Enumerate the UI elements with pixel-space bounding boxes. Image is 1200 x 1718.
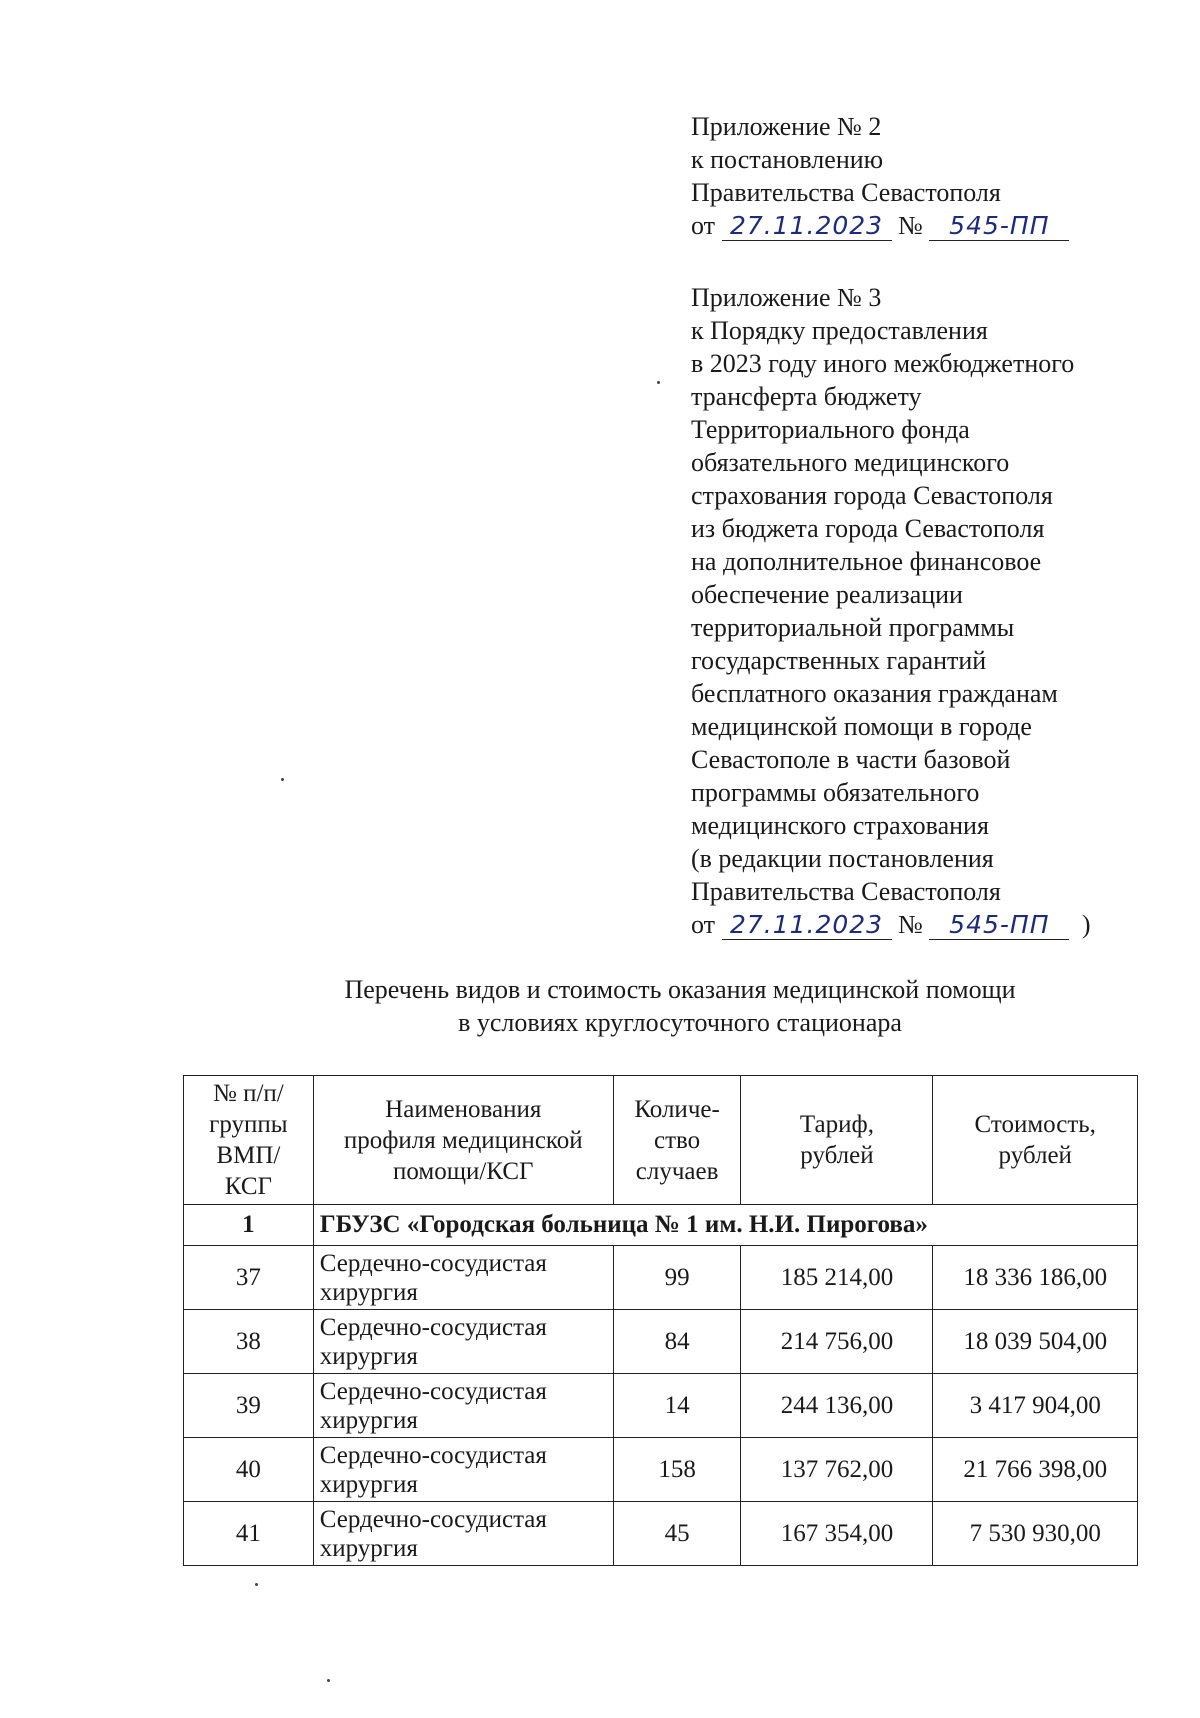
table-row bbox=[184, 1246, 1138, 1310]
title-line-2: в условиях круглосуточного стационара bbox=[458, 1008, 902, 1037]
annex-3-line: страхования города Севастополя bbox=[691, 481, 1053, 510]
annex-2-header bbox=[691, 110, 1161, 242]
group-number-cell: 40 bbox=[184, 1438, 314, 1502]
header-text-line: помощи/КСГ bbox=[393, 1157, 534, 1185]
annex-3-line: Приложение № 3 bbox=[691, 283, 882, 312]
title-line-1: Перечень видов и стоимость оказания медицинской помощи bbox=[344, 975, 1016, 1004]
group-number-cell: 41 bbox=[184, 1502, 314, 1566]
annex-2-line: Приложение № 2 bbox=[691, 112, 882, 141]
profile-name-cell: Сердечно-сосудистая хирургия bbox=[313, 1310, 613, 1374]
case-count-cell: 99 bbox=[613, 1246, 741, 1310]
table-row bbox=[184, 1502, 1138, 1566]
group-number-cell: 37 bbox=[184, 1246, 314, 1310]
header-text-line: Стоимость, bbox=[974, 1111, 1096, 1138]
annex-3-line: трансферта бюджету bbox=[691, 382, 922, 411]
cost-cell: 18 336 186,00 bbox=[933, 1246, 1138, 1310]
tariff-cell: 137 762,00 bbox=[741, 1438, 933, 1502]
header-text-line: профиля медицинской bbox=[343, 1126, 583, 1154]
date-prefix: от bbox=[691, 211, 716, 240]
tariff-cell: 167 354,00 bbox=[741, 1502, 933, 1566]
organization-number: 1 bbox=[184, 1205, 314, 1246]
annex-3-line: бесплатного оказания гражданам bbox=[691, 679, 1058, 708]
header-profile-name bbox=[313, 1076, 613, 1205]
annex-3-line: Территориального фонда bbox=[691, 415, 970, 444]
handwritten-date: 27.11.2023 bbox=[722, 212, 892, 241]
header-tariff bbox=[741, 1076, 933, 1205]
header-text-line: Наименования bbox=[385, 1095, 542, 1123]
profile-name-cell: Сердечно-сосудистая хирургия bbox=[313, 1502, 613, 1566]
header-text-line: группы bbox=[209, 1111, 288, 1138]
annex-2-line: к постановлению bbox=[691, 145, 884, 174]
annex-3-date-number bbox=[691, 908, 1161, 941]
header-text-line: Количе- bbox=[634, 1095, 720, 1123]
case-count-cell: 158 bbox=[613, 1438, 741, 1502]
header-text-line: ство bbox=[654, 1126, 701, 1154]
annex-3-line: из бюджета города Севастополя bbox=[691, 514, 1045, 543]
tariff-cell: 214 756,00 bbox=[741, 1310, 933, 1374]
annex-2-date-number bbox=[691, 209, 1161, 242]
organization-row bbox=[184, 1205, 1138, 1246]
annex-3-line: в 2023 году иного межбюджетного bbox=[691, 349, 1075, 378]
date-prefix: от bbox=[691, 910, 716, 939]
profile-name-cell: Сердечно-сосудистая хирургия bbox=[313, 1374, 613, 1438]
tariff-cell: 185 214,00 bbox=[741, 1246, 933, 1310]
tariff-cell: 244 136,00 bbox=[741, 1374, 933, 1438]
annex-3-line: Севастополе в части базовой bbox=[691, 745, 1011, 774]
number-prefix: № bbox=[898, 910, 923, 939]
cost-cell: 7 530 930,00 bbox=[933, 1502, 1138, 1566]
organization-name: ГБУЗС «Городская больница № 1 им. Н.И. Пирогова» bbox=[313, 1205, 1137, 1246]
table-header-row bbox=[184, 1076, 1138, 1205]
case-count-cell: 45 bbox=[613, 1502, 741, 1566]
header-cost bbox=[933, 1076, 1138, 1205]
scan-speck bbox=[255, 1583, 258, 1586]
handwritten-number: 545-ПП bbox=[929, 911, 1069, 940]
number-prefix: № bbox=[898, 211, 923, 240]
closing-parenthesis: ) bbox=[1081, 910, 1091, 939]
document-title bbox=[180, 973, 1180, 1039]
table-row bbox=[184, 1438, 1138, 1502]
annex-3-line: программы обязательного bbox=[691, 778, 980, 807]
table-row bbox=[184, 1374, 1138, 1438]
annex-3-line: обеспечение реализации bbox=[691, 580, 963, 609]
cost-cell: 3 417 904,00 bbox=[933, 1374, 1138, 1438]
annex-3-lines bbox=[691, 281, 1161, 908]
annex-3-line: обязательного медицинского bbox=[691, 448, 1010, 477]
annex-3-line: на дополнительное финансовое bbox=[691, 547, 1042, 576]
annex-3-line: медицинского страхования bbox=[691, 811, 989, 840]
header-text-line: рублей bbox=[800, 1142, 874, 1169]
table-row bbox=[184, 1310, 1138, 1374]
header-case-count bbox=[613, 1076, 741, 1205]
case-count-cell: 84 bbox=[613, 1310, 741, 1374]
scan-speck bbox=[281, 778, 284, 781]
scan-speck bbox=[657, 381, 660, 384]
header-text-line: рублей bbox=[998, 1142, 1072, 1169]
annex-3-header bbox=[691, 281, 1161, 941]
annex-3-line: медицинской помощи в городе bbox=[691, 712, 1032, 741]
tariff-table bbox=[183, 1075, 1138, 1566]
annex-3-line: Правительства Севастополя bbox=[691, 877, 1001, 906]
group-number-cell: 39 bbox=[184, 1374, 314, 1438]
header-group-number bbox=[184, 1076, 314, 1205]
profile-name-cell: Сердечно-сосудистая хирургия bbox=[313, 1246, 613, 1310]
header-text-line: Тариф, bbox=[799, 1111, 874, 1138]
header-text-line: КСГ bbox=[224, 1173, 272, 1200]
header-text-line: ВМП/ bbox=[216, 1142, 281, 1169]
annex-2-line: Правительства Севастополя bbox=[691, 178, 1001, 207]
case-count-cell: 14 bbox=[613, 1374, 741, 1438]
annex-3-line: территориальной программы bbox=[691, 613, 1015, 642]
annex-3-line: государственных гарантий bbox=[691, 646, 987, 675]
group-number-cell: 38 bbox=[184, 1310, 314, 1374]
header-text-line: случаев bbox=[635, 1157, 719, 1185]
annex-3-line: к Порядку предоставления bbox=[691, 316, 988, 345]
handwritten-date: 27.11.2023 bbox=[722, 911, 892, 940]
handwritten-number: 545-ПП bbox=[929, 212, 1069, 241]
annex-3-line: (в редакции постановления bbox=[691, 844, 994, 873]
cost-cell: 21 766 398,00 bbox=[933, 1438, 1138, 1502]
profile-name-cell: Сердечно-сосудистая хирургия bbox=[313, 1438, 613, 1502]
header-text-line: № п/п/ bbox=[212, 1080, 284, 1107]
scan-speck bbox=[327, 1679, 330, 1682]
cost-cell: 18 039 504,00 bbox=[933, 1310, 1138, 1374]
